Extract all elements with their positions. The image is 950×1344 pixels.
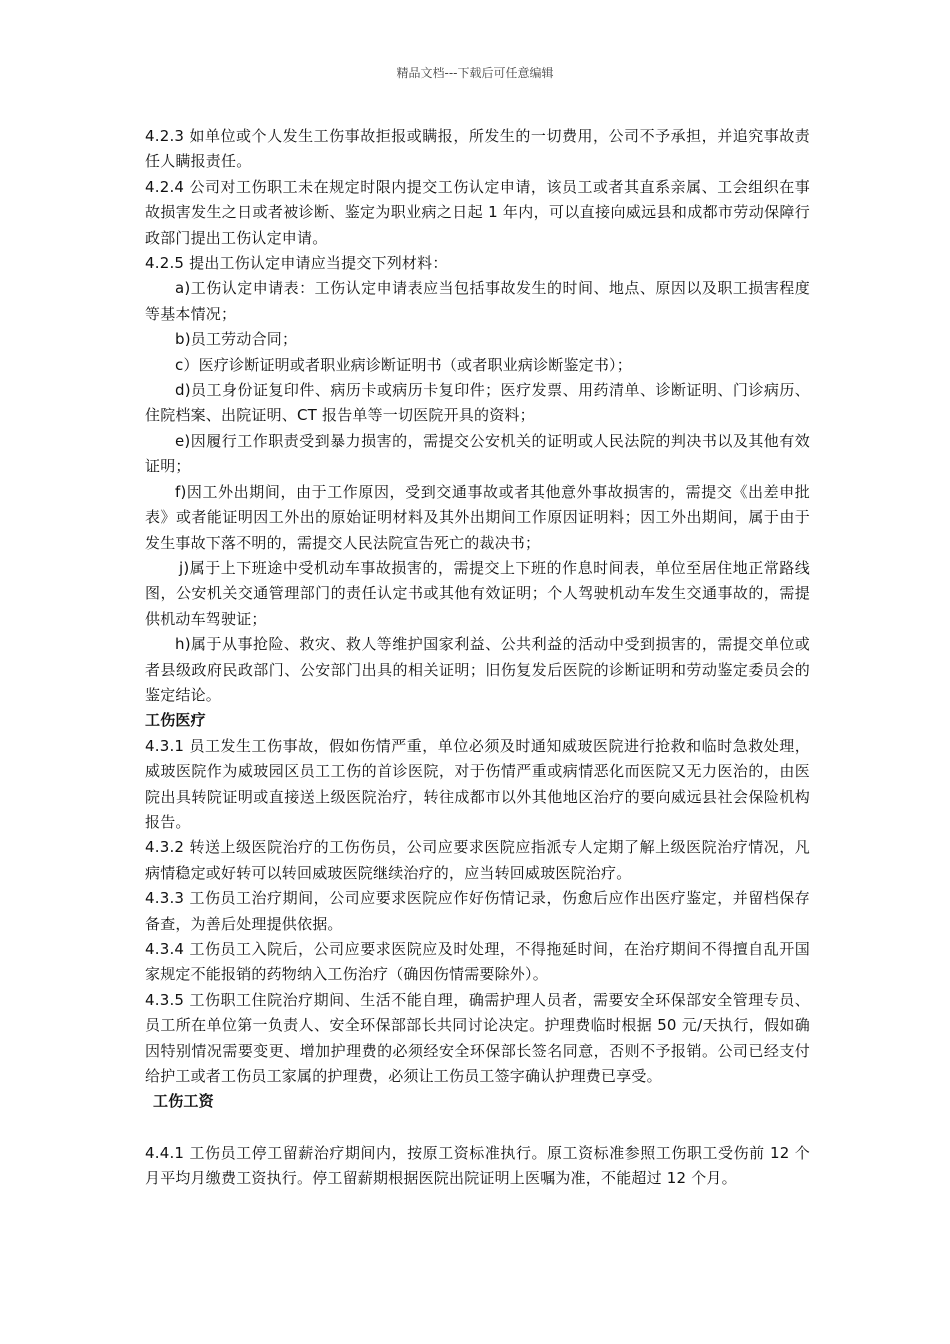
section-heading-medical: 工伤医疗 bbox=[145, 711, 206, 730]
item-c: c）医疗诊断证明或者职业病诊断证明书（或者职业病诊断鉴定书）； bbox=[175, 355, 632, 374]
clause-4-3-2: 4.3.2 转送上级医院治疗的工伤伤员，公司应要求医院应指派专人定期了解上级医院治疗情况，凡病情稳定或好转可以转回威玻医院继续治疗的，应当转回威玻医院治疗。 bbox=[145, 838, 810, 882]
clause-4-3-3: 4.3.3 工伤员工治疗期间，公司应要求医院应作好伤情记录，伤愈后应作出医疗鉴定，并留档保存备查，为善后处理提供依据。 bbox=[145, 889, 810, 933]
item-h: h)属于从事抢险、救灾、救人等维护国家利益、公共利益的活动中受到损害的，需提交单位或者县级政府民政部门、公安部门出具的相关证明；旧伤复发后医院的诊断证明和劳动鉴定委员会的鉴定结论。 bbox=[145, 635, 810, 704]
clause-4-3-5: 4.3.5 工伤职工住院治疗期间、生活不能自理，确需护理人员者，需要安全环保部安全管理专员、员工所在单位第一负责人、安全环保部部长共同讨论决定。护理费临时根据 50 元/天执行，假如确因特别情况需要变更、增加护理费的必须经安全环保部长签名同意，否则不予报销。公司已经支付给护工或者工伤员工家属的护理费，必须让工伤员工签字确认护理费已享受。 bbox=[145, 990, 810, 1086]
item-b: b)员工劳动合同； bbox=[175, 330, 298, 349]
document-body bbox=[145, 124, 810, 1192]
blank-line bbox=[145, 1115, 810, 1141]
clause-4-3-1: 4.3.1 员工发生工伤事故，假如伤情严重，单位必须及时通知威玻医院进行抢救和临时急救处理，威玻医院作为威玻园区员工工伤的首诊医院，对于伤情严重或病情恶化而医院又无力医治的，由医院出具转院证明或直接送上级医院治疗，转往成都市以外其他地区治疗的要向威远县社会保险机构报告。 bbox=[145, 736, 810, 831]
page-header: 精品文档---下载后可任意编辑 bbox=[396, 66, 554, 80]
clause-4-2-5: 4.2.5 提出工伤认定申请应当提交下列材料： bbox=[145, 254, 448, 273]
clause-4-3-4: 4.3.4 工伤员工入院后，公司应要求医院应及时处理，不得拖延时间，在治疗期间不得擅自乱开国家规定不能报销的药物纳入工伤治疗（确因伤情需要除外）。 bbox=[145, 940, 810, 984]
clause-4-4-1: 4.4.1 工伤员工停工留薪治疗期间内，按原工资标准执行。原工资标准参照工伤职工受伤前 12 个月平均月缴费工资执行。停工留薪期根据医院出院证明上医嘱为准，不能超过 12 个月。 bbox=[145, 1143, 810, 1188]
item-f: f)因工外出期间，由于工作原因，受到交通事故或者其他意外事故损害的，需提交《出差申批表》或者能证明因工外出的原始证明材料及其外出期间工作原因证明料；因工外出期间，属于由于发生事故下落不明的，需提交人民法院宣告死亡的裁决书； bbox=[145, 482, 810, 552]
clause-4-2-4: 4.2.4 公司对工伤职工未在规定时限内提交工伤认定申请，该员工或者其直系亲属、工会组织在事故损害发生之日或者被诊断、鉴定为职业病之日起 1 年内，可以直接向威远县和成都市劳动保障行政部门提出工伤认定申请。 bbox=[145, 177, 810, 247]
item-a: a)工伤认定申请表：工伤认定申请表应当包括事故发生的时间、地点、原因以及职工损害程度等基本情况； bbox=[145, 279, 810, 323]
item-e: e)因履行工作职责受到暴力损害的，需提交公安机关的证明或人民法院的判决书以及其他有效证明； bbox=[145, 431, 810, 476]
item-d: d)员工身份证复印件、病历卡或病历卡复印件；医疗发票、用药清单、诊断证明、门诊病历、住院档案、出院证明、CT 报告单等一切医院开具的资料； bbox=[145, 381, 810, 425]
section-heading-wages: 工伤工资 bbox=[153, 1092, 214, 1111]
item-j: j)属于上下班途中受机动车事故损害的，需提交上下班的作息时间表，单位至居住地正常路线图，公安机关交通管理部门的责任认定书或其他有效证明；个人驾驶机动车发生交通事故的，需提供机动车驾驶证； bbox=[145, 558, 810, 628]
clause-4-2-3: 4.2.3 如单位或个人发生工伤事故拒报或瞒报，所发生的一切费用，公司不予承担，并追究事故责任人瞒报责任。 bbox=[145, 127, 810, 171]
